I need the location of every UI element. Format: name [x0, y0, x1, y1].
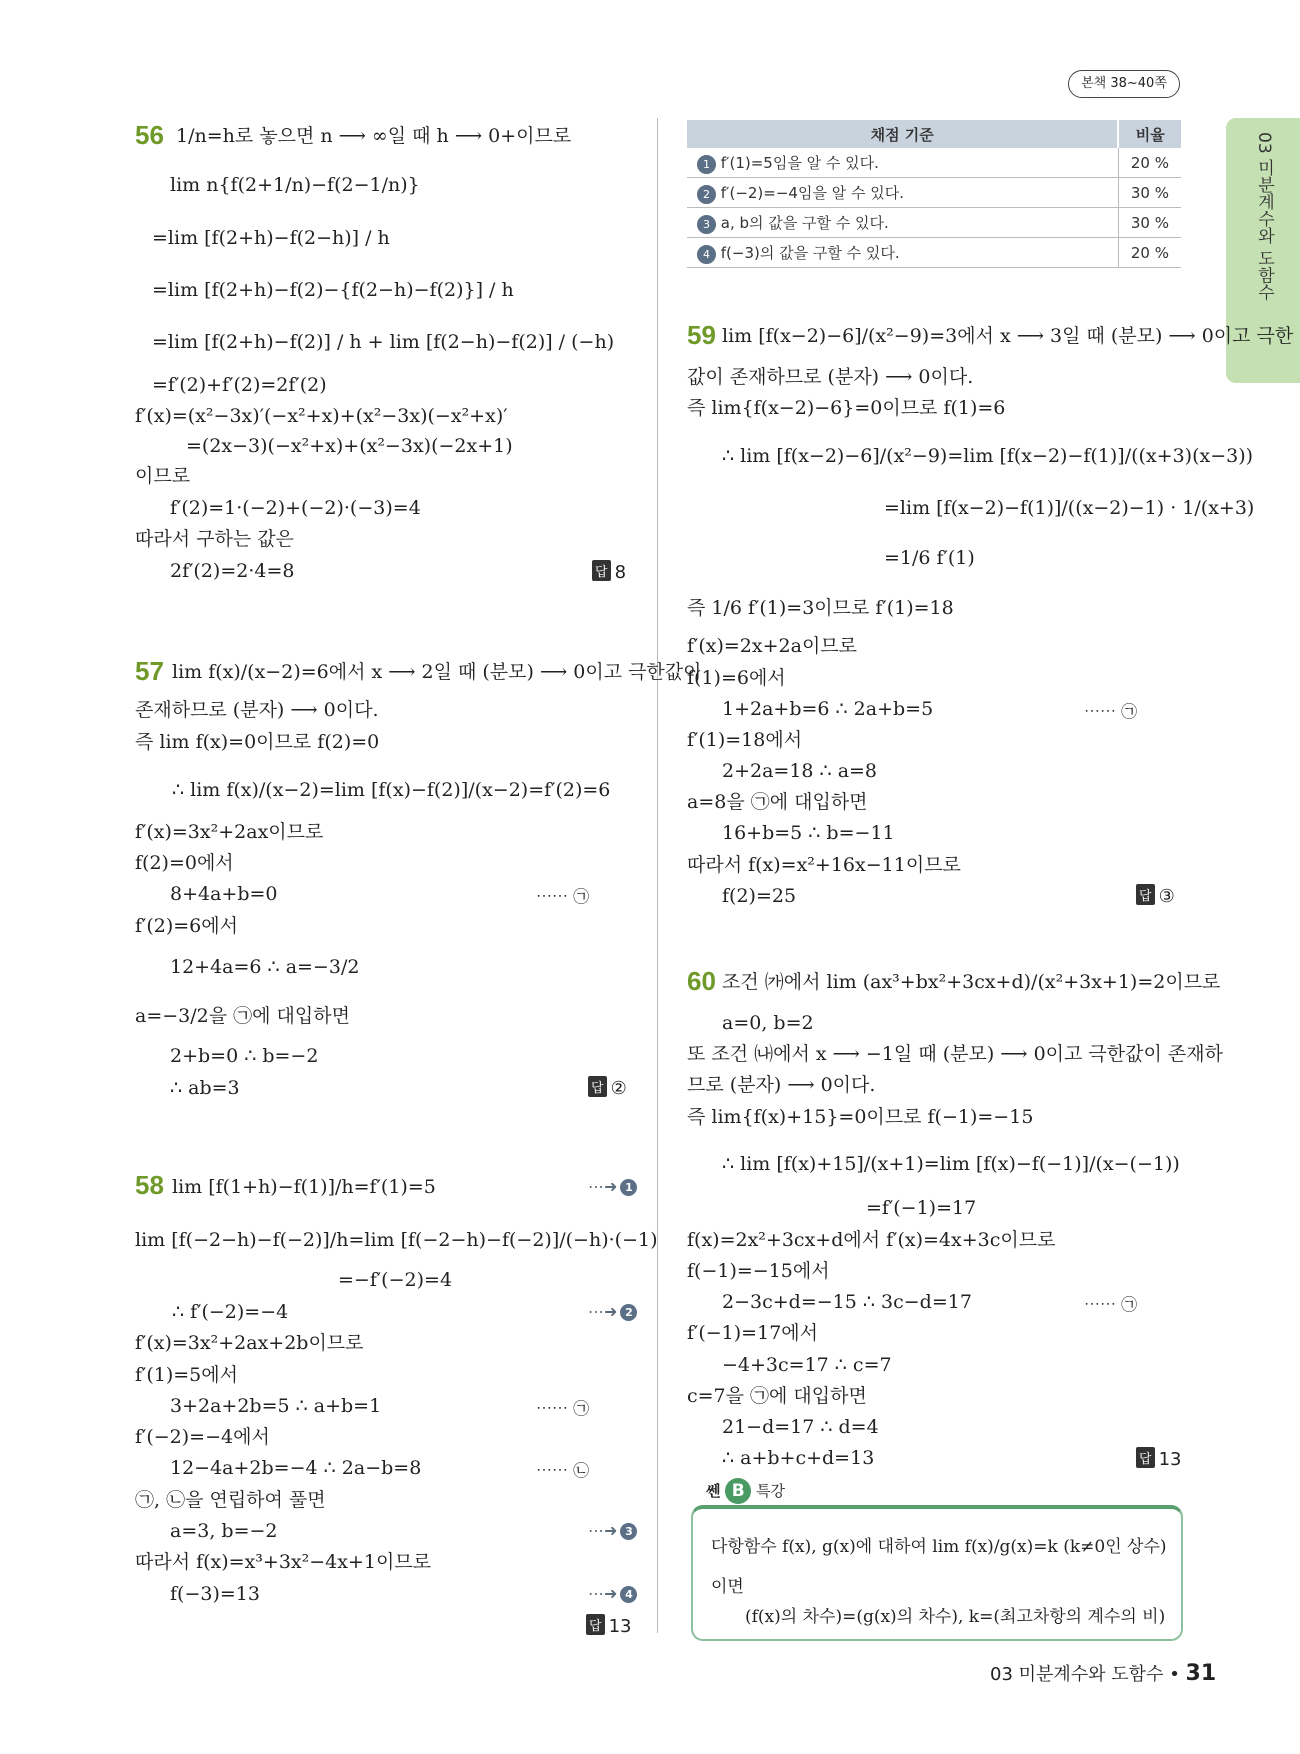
step-marker-3: ⋯➜ 3: [588, 1521, 637, 1540]
solution-line: f(−3)=13: [170, 1583, 260, 1605]
answer: 답 13: [586, 1614, 631, 1637]
solution-line: ∴ lim [f(x)+15]/(x+1)=lim [f(x)−f(−1)]/(x−(−1)): [722, 1153, 1180, 1175]
solution-line: 즉 lim f(x)=0이므로 f(2)=0: [135, 731, 380, 753]
solution-line: f′(2)=1·(−2)+(−2)·(−3)=4: [170, 497, 421, 519]
solution-line: ∴ lim f(x)/(x−2)=lim [f(x)−f(2)]/(x−2)=f′(2)=6: [172, 779, 611, 801]
grading-header-criteria: 채점 기준: [687, 120, 1118, 148]
step-marker-4: ⋯➜ 4: [588, 1584, 637, 1603]
equation-marker: ⋯⋯ ㉠: [1084, 1295, 1138, 1314]
solution-line: 따라서 구하는 값은: [135, 528, 294, 550]
step-marker-2: ⋯➜ 2: [588, 1302, 637, 1321]
column-divider: [657, 118, 658, 1633]
solution-line: lim f(x)/(x−2)=6에서 x ⟶ 2일 때 (분모) ⟶ 0이고 극한값이: [172, 661, 702, 683]
grading-table: [687, 120, 1181, 268]
solution-line: lim [f(1+h)−f(1)]/h=f′(1)=5: [172, 1176, 436, 1198]
criteria-cell: 1 f′(1)=5임을 알 수 있다.: [687, 148, 1118, 178]
source-badge: 본책 38~40쪽: [1068, 70, 1180, 98]
solution-line: 존재하므로 (분자) ⟶ 0이다.: [135, 699, 379, 721]
problem-number: 59: [687, 320, 716, 350]
solution-line: =−f′(−2)=4: [338, 1269, 453, 1291]
solution-line: a=8을 ㉠에 대입하면: [687, 791, 868, 813]
problem-number: 56: [135, 120, 164, 150]
solution-line: ∴ a+b+c+d=13: [722, 1447, 875, 1469]
answer: 답 8: [592, 560, 626, 583]
grading-header-ratio: 비율: [1118, 120, 1181, 148]
page-number: 31: [1185, 1661, 1217, 1686]
table-row: [687, 178, 1181, 208]
equation-marker: ⋯⋯ ㉠: [1084, 702, 1138, 721]
solution-line: 3+2a+2b=5 ∴ a+b=1: [170, 1395, 382, 1417]
solution-line: ∴ ab=3: [170, 1077, 240, 1099]
equation-marker: ⋯⋯ ㉠: [536, 1399, 590, 1418]
ratio-cell: 20 %: [1118, 238, 1181, 268]
solution-line: 12+4a=6 ∴ a=−3/2: [170, 956, 360, 978]
page-footer: 03 미분계수와 도함수 • 31: [990, 1661, 1217, 1686]
solution-line: f′(1)=18에서: [687, 729, 803, 751]
tip-title: 특강: [756, 1482, 786, 1500]
criteria-cell: 2 f′(−2)=−4임을 알 수 있다.: [687, 178, 1118, 208]
equation-marker: ⋯⋯ ㉡: [536, 1461, 590, 1480]
solution-line: 2+b=0 ∴ b=−2: [170, 1045, 319, 1067]
solution-line: f(2)=0에서: [135, 852, 234, 874]
footer-chapter: 03 미분계수와 도함수: [990, 1664, 1164, 1685]
solution-line: a=3, b=−2: [170, 1520, 278, 1542]
solution-line: f′(1)=5에서: [135, 1364, 238, 1386]
solution-line: 따라서 f(x)=x³+3x²−4x+1이므로: [135, 1551, 432, 1573]
solution-line: 조건 ㈎에서 lim (ax³+bx²+3cx+d)/(x²+3x+1)=2이므로: [722, 971, 1221, 993]
problem-number: 60: [687, 966, 716, 996]
solution-line: 따라서 f(x)=x²+16x−11이므로: [687, 854, 961, 876]
solution-line: lim n{f(2+1/n)−f(2−1/n)}: [170, 174, 420, 196]
solution-line: =1/6 f′(1): [884, 547, 975, 569]
problem-number: 58: [135, 1170, 164, 1200]
solution-line: −4+3c=17 ∴ c=7: [722, 1354, 892, 1376]
solution-line: f(2)=25: [722, 885, 797, 907]
solution-line: 8+4a+b=0: [170, 883, 278, 905]
solution-line: f(−1)=−15에서: [687, 1260, 830, 1282]
solution-line: 21−d=17 ∴ d=4: [722, 1416, 879, 1438]
solution-line: lim [f(x−2)−6]/(x²−9)=3에서 x ⟶ 3일 때 (분모) ⟶ 0이고 극한: [722, 325, 1294, 347]
tip-heading: [706, 1478, 785, 1504]
solution-line: c=7을 ㉠에 대입하면: [687, 1385, 867, 1407]
tip-line: 이면: [711, 1577, 744, 1597]
solution-line: f′(x)=(x²−3x)′(−x²+x)+(x²−3x)(−x²+x)′: [135, 405, 508, 427]
solution-line: 2−3c+d=−15 ∴ 3c−d=17: [722, 1291, 972, 1313]
solution-line: =lim [f(2+h)−f(2)] / h + lim [f(2−h)−f(2)] / (−h): [152, 331, 615, 353]
solution-line: 이므로: [135, 465, 191, 487]
solution-line: lim [f(−2−h)−f(−2)]/h=lim [f(−2−h)−f(−2)]/(−h)·(−1): [135, 1229, 658, 1251]
answer: 답 13: [1136, 1447, 1181, 1470]
solution-line: ∴ f′(−2)=−4: [172, 1301, 289, 1323]
solution-line: f(1)=6에서: [687, 667, 786, 689]
grading-table-header: [687, 120, 1181, 148]
problem-number: 57: [135, 656, 164, 686]
solution-line: ㉠, ㉡을 연립하여 풀면: [135, 1489, 326, 1511]
solution-line: f(x)=2x²+3cx+d에서 f′(x)=4x+3c이므로: [687, 1229, 1056, 1251]
solution-line: ∴ lim [f(x−2)−6]/(x²−9)=lim [f(x−2)−f(1)]/((x+3)(x−3)): [722, 445, 1254, 467]
solution-line: 즉 lim{f(x−2)−6}=0이므로 f(1)=6: [687, 397, 1006, 419]
chapter-side-tab-label: 03 미분계수와 도함수: [1254, 132, 1274, 301]
solution-line: f′(−2)=−4에서: [135, 1426, 270, 1448]
equation-marker: ⋯⋯ ㉠: [536, 887, 590, 906]
solution-line: 12−4a+2b=−4 ∴ 2a−b=8: [170, 1457, 422, 1479]
answer: 답 ②: [588, 1076, 627, 1099]
solution-line: 즉 lim{f(x)+15}=0이므로 f(−1)=−15: [687, 1106, 1034, 1128]
solution-line: f′(2)=6에서: [135, 915, 238, 937]
table-row: [687, 148, 1181, 178]
solution-line: f′(−1)=17에서: [687, 1322, 818, 1344]
solution-line: 므로 (분자) ⟶ 0이다.: [687, 1074, 876, 1096]
solution-line: 16+b=5 ∴ b=−11: [722, 822, 895, 844]
table-row: [687, 208, 1181, 238]
solution-line: a=0, b=2: [722, 1012, 814, 1034]
solution-line: f′(x)=3x²+2ax이므로: [135, 821, 324, 843]
ratio-cell: 30 %: [1118, 208, 1181, 238]
solution-line: =lim [f(x−2)−f(1)]/((x−2)−1) · 1/(x+3): [884, 497, 1255, 519]
tip-line: (f(x)의 차수)=(g(x)의 차수), k=(최고차항의 계수의 비): [745, 1607, 1166, 1627]
tip-line: 다항함수 f(x), g(x)에 대하여 lim f(x)/g(x)=k (k≠0인 상수): [711, 1537, 1167, 1557]
solution-line: 값이 존재하므로 (분자) ⟶ 0이다.: [687, 366, 974, 388]
tip-brand: 쎈: [706, 1482, 721, 1500]
solution-line: =(2x−3)(−x²+x)+(x²−3x)(−2x+1): [186, 435, 513, 457]
criteria-cell: 3 a, b의 값을 구할 수 있다.: [687, 208, 1118, 238]
solution-line: f′(x)=3x²+2ax+2b이므로: [135, 1332, 364, 1354]
answer: 답 ③: [1136, 884, 1175, 907]
tip-box: [691, 1505, 1183, 1641]
ratio-cell: 20 %: [1118, 148, 1181, 178]
step-marker-1: ⋯➜ 1: [588, 1177, 637, 1196]
criteria-cell: 4 f(−3)의 값을 구할 수 있다.: [687, 238, 1118, 268]
solution-line: =lim [f(2+h)−f(2−h)] / h: [152, 227, 390, 249]
solution-line: =f′(−1)=17: [866, 1197, 977, 1219]
solution-line: a=−3/2을 ㉠에 대입하면: [135, 1005, 350, 1027]
solution-line: 2+2a=18 ∴ a=8: [722, 760, 878, 782]
solution-line: 또 조건 ㈏에서 x ⟶ −1일 때 (분모) ⟶ 0이고 극한값이 존재하: [687, 1043, 1223, 1065]
solution-line: 즉 1/6 f′(1)=3이므로 f′(1)=18: [687, 597, 954, 619]
tip-brand-b-icon: B: [725, 1478, 751, 1504]
table-row: [687, 238, 1181, 268]
ratio-cell: 30 %: [1118, 178, 1181, 208]
solution-line: 1/n=h로 놓으면 n ⟶ ∞일 때 h ⟶ 0+이므로: [176, 125, 572, 147]
solution-line: 2f′(2)=2·4=8: [170, 560, 295, 582]
solution-line: 1+2a+b=6 ∴ 2a+b=5: [722, 698, 934, 720]
solution-line: f′(x)=2x+2a이므로: [687, 635, 858, 657]
solution-line: =f′(2)+f′(2)=2f′(2): [152, 374, 327, 396]
solution-line: =lim [f(2+h)−f(2)−{f(2−h)−f(2)}] / h: [152, 279, 514, 301]
